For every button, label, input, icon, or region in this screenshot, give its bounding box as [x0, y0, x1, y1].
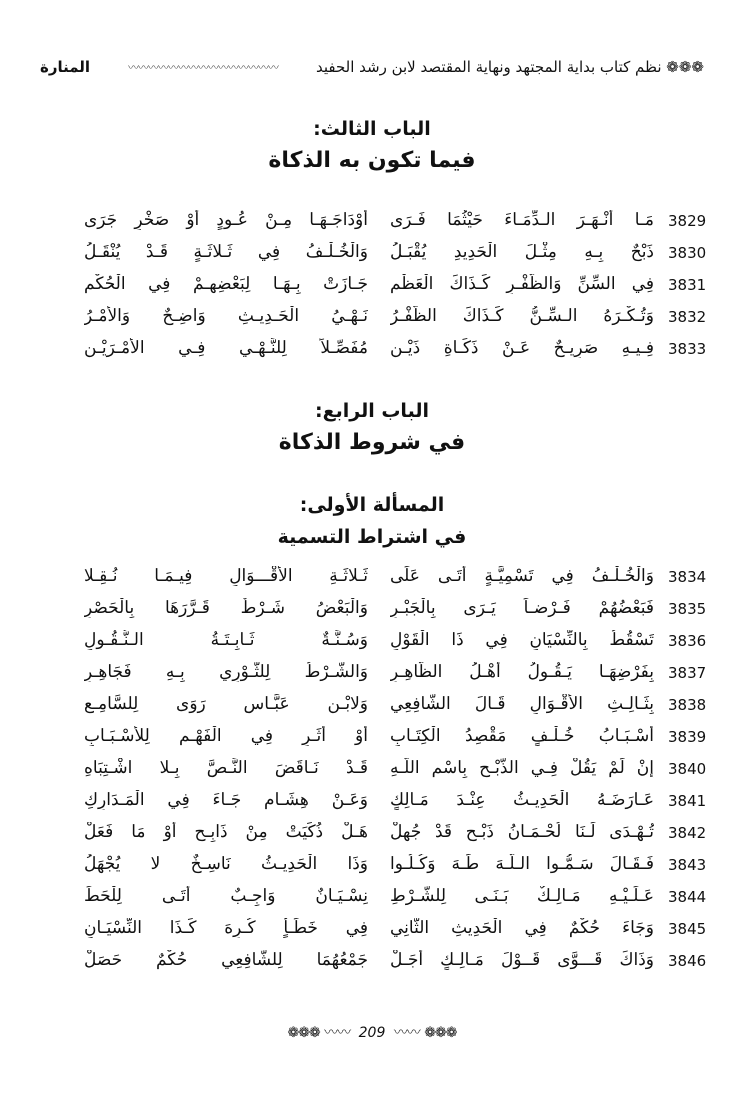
verse-number: 3836 [668, 632, 707, 650]
verse-first-hemistich: إِنْ لَمْ يَقُلْ فِـي الذَّبْـحِ بِاسْمِ اللَّـهِ [390, 758, 654, 778]
verse-second-hemistich: وَلابْـنِ عَبَّـاسٍ رَوَى لِلسَّامِـعِ [84, 694, 368, 714]
verse-number: 3829 [668, 212, 707, 230]
verse-number: 3831 [668, 276, 707, 294]
verse-row [0, 272, 744, 302]
verse-number: 3841 [668, 792, 707, 810]
verse-row [0, 564, 744, 594]
verse-row [0, 660, 744, 690]
verse-second-hemistich: وَالْخُـلْـفُ فِي ثَـلاثَـةٍ قَـدْ يُنْقَـلُ [84, 242, 368, 262]
chapter-3-title: الباب الثالث: [313, 118, 431, 140]
verse-number: 3837 [668, 664, 707, 682]
verse-second-hemistich: فِي خَطَـأٍ كُـرِهَ كَـذَا النِّسْيَـانِ [84, 918, 368, 938]
verse-row [0, 596, 744, 626]
chapter-4-subtitle: في شروط الذكاة [278, 430, 466, 455]
verse-row [0, 756, 744, 786]
verse-number: 3839 [668, 728, 707, 746]
verse-row [0, 884, 744, 914]
verse-row [0, 788, 744, 818]
page-footer [0, 1022, 744, 1042]
verse-number: 3846 [668, 952, 707, 970]
verse-row [0, 208, 744, 238]
verse-first-hemistich: أَسْـبَـابُ خُـلْـفٍ مَقْصِدُ الْكِتَـابِ [390, 726, 654, 746]
verse-second-hemistich: وَالشَّـرْطُ لِلثَّـوْرِي بِـهِ فَجَاهِـرِ [84, 662, 368, 682]
verse-second-hemistich: ثَـلاثَـةِ الأَقْـــوَالِ فِيـمَـا نُـقِـلا [84, 566, 368, 586]
verse-second-hemistich: وَالْبَعْضُ شَـرْطٌ قَـرَّرَهَا بِالْحَصْرِ [84, 598, 368, 618]
verse-first-hemistich: فَبَعْضُهُمْ فَـرْضـاً يَـرَى بِالْجَبْـرِ [390, 598, 654, 618]
verse-second-hemistich: مُفَصِّـلاً لِلنَّـهْـيِ فِـي الأَمْـرَيْـنِ [84, 338, 368, 358]
running-header [40, 52, 704, 82]
verse-first-hemistich: وَتُـكْـرَهُ الـسِّـنُّ كَـذَاكَ الظُّفْـرُ [390, 306, 654, 326]
verse-number: 3843 [668, 856, 707, 874]
publisher-name: المنارة [40, 58, 91, 76]
verse-number: 3840 [668, 760, 707, 778]
verse-first-hemistich: وَالْخُـلْـفُ فِي تَسْمِيَّـةٍ أَتَـى عَلَى [390, 566, 654, 586]
verse-number: 3830 [668, 244, 707, 262]
verse-number: 3834 [668, 568, 707, 586]
question-1-subtitle: في اشتراط التسمية [277, 526, 467, 548]
verse-second-hemistich: نِسْـيَـانٌ وَاجِـبٌ أَتَـى لِلْحَطِّ [84, 886, 368, 906]
verse-second-hemistich: أَوْدَاجَـهَـا مِـنْ عُـودٍ أَوْ صَخْرٍ جَرَى [84, 210, 368, 230]
verse-second-hemistich: هَـلْ ذُكِّيَتْ مِنْ ذَابِـحٍ أَوْ مَا فَعَلْ [84, 822, 368, 842]
verse-first-hemistich: تُـهْـدَى لَـنَا لُحْـمَـانُ ذَبْـحٍ قَدْ جُهِلْ [390, 822, 654, 842]
verse-row [0, 852, 744, 882]
verse-first-hemistich: وَذَاكَ قَـــوَّى قَــوْلَ مَـالِـكٍ أَجَـلْ [390, 950, 654, 970]
verse-row [0, 240, 744, 270]
verse-row [0, 820, 744, 850]
book-title: ❁❁❁ نظم كتاب بداية المجتهد ونهاية المقتصد لابن رشد الحفيد [315, 58, 704, 76]
verse-first-hemistich: ذَبْحٌ بِـهِ مِثْـلَ الْحَدِيدِ يُقْبَـلُ [390, 242, 654, 262]
verse-number: 3845 [668, 920, 707, 938]
question-1-title: المسألة الأولى: [299, 494, 445, 516]
verse-first-hemistich: عَـارَضَـهُ الْحَدِيـثُ عِنْـدَ مَـالِكٍ [390, 790, 654, 810]
verse-first-hemistich: فِي السِّنِّ وَالظُّفْـرِ كَـذَاكَ الْعَظْمِ [390, 274, 654, 294]
verse-second-hemistich: جَمْعُهُمَا لِلشَّافِعِي حُكْمٌ حَصَلْ [84, 950, 368, 970]
verse-row [0, 336, 744, 366]
verse-second-hemistich: جَـازَتْ بِـهَـا لِبَعْضِهِـمْ فِي الْحُكْمِ [84, 274, 368, 294]
footer-rule-left: 〰〰 [324, 1025, 351, 1041]
verse-number: 3844 [668, 888, 707, 906]
verse-row [0, 692, 744, 722]
verse-row [0, 916, 744, 946]
footer-ornament-right: ❁❁❁ [424, 1025, 457, 1041]
verse-number: 3833 [668, 340, 707, 358]
verse-first-hemistich: عَـلَـيْـهِ مَـالِـكٌ بَـنَـى لِلشَّـرْطِ [390, 886, 654, 906]
footer-rule-right: 〰〰 [393, 1025, 420, 1041]
page-number: 209 [358, 1025, 386, 1041]
footer-ornament-left: ❁❁❁ [287, 1025, 320, 1041]
verse-number: 3842 [668, 824, 707, 842]
chapter-4-title: الباب الرابع: [315, 400, 429, 422]
verse-second-hemistich: نَـهْـيُ الْحَـدِيـثِ وَاضِـحٌ وَالأَمْـرُ [84, 306, 368, 326]
verse-number: 3838 [668, 696, 707, 714]
chapter-3-subtitle: فيما تكون به الذكاة [268, 148, 476, 173]
verse-second-hemistich: وَذَا الْحَدِيـثُ نَاسِـخٌ لا يُجْهَلُ [84, 854, 368, 874]
verse-first-hemistich: فِـيـهِ صَرِيـحٌ عَـنْ ذَكَـاةِ ذَيْـنِ [390, 338, 654, 358]
verse-first-hemistich: بِثَـالِـثِ الأَقْـوَالِ قَـالَ الشَّافِعِي [390, 694, 654, 714]
verse-second-hemistich: قَـدْ نَـاقَضَ النَّـصَّ بِـلا اشْـتِبَاهِ [84, 758, 368, 778]
verse-row [0, 948, 744, 978]
verse-row [0, 304, 744, 334]
verse-first-hemistich: فَـقَـالَ سَـمُّـوا الـلَّـهَ طَـهَ وَكُـلُـوا [390, 854, 654, 874]
verse-first-hemistich: وَجَاءَ حُكْمٌ فِي الْحَدِيثِ الثَّانِي [390, 918, 654, 938]
verse-second-hemistich: وَسُـنَّـةٌ ثَـابِـتَـةُ الـنُّـقُـولِ [84, 630, 368, 650]
verse-number: 3835 [668, 600, 707, 618]
verse-first-hemistich: تَسْقُطُ بِالنِّسْيَانِ فِي ذَا الْقَوْلِ [390, 630, 654, 650]
verse-row [0, 628, 744, 658]
verse-second-hemistich: أَوْ أَثَـرٍ فِي الْفَهْـمِ لِلأَسْـبَـابِ [84, 726, 368, 746]
verse-number: 3832 [668, 308, 707, 326]
header-rule: 〰〰〰〰〰〰〰〰〰〰〰〰〰〰〰 [128, 61, 279, 74]
verse-row [0, 724, 744, 754]
verse-first-hemistich: مَـا أَنْـهَـرَ الـدِّمَـاءَ حَيْثُمَا فَـرَى [390, 210, 654, 230]
verse-first-hemistich: بِفَرْضِهَـا يَـقُـولُ أَهْـلُ الظَّاهِـرِ [390, 662, 654, 682]
verse-second-hemistich: وَعَـنْ هِشَـامٍ جَـاءَ فِي الْمَـدَارِكِ [84, 790, 368, 810]
